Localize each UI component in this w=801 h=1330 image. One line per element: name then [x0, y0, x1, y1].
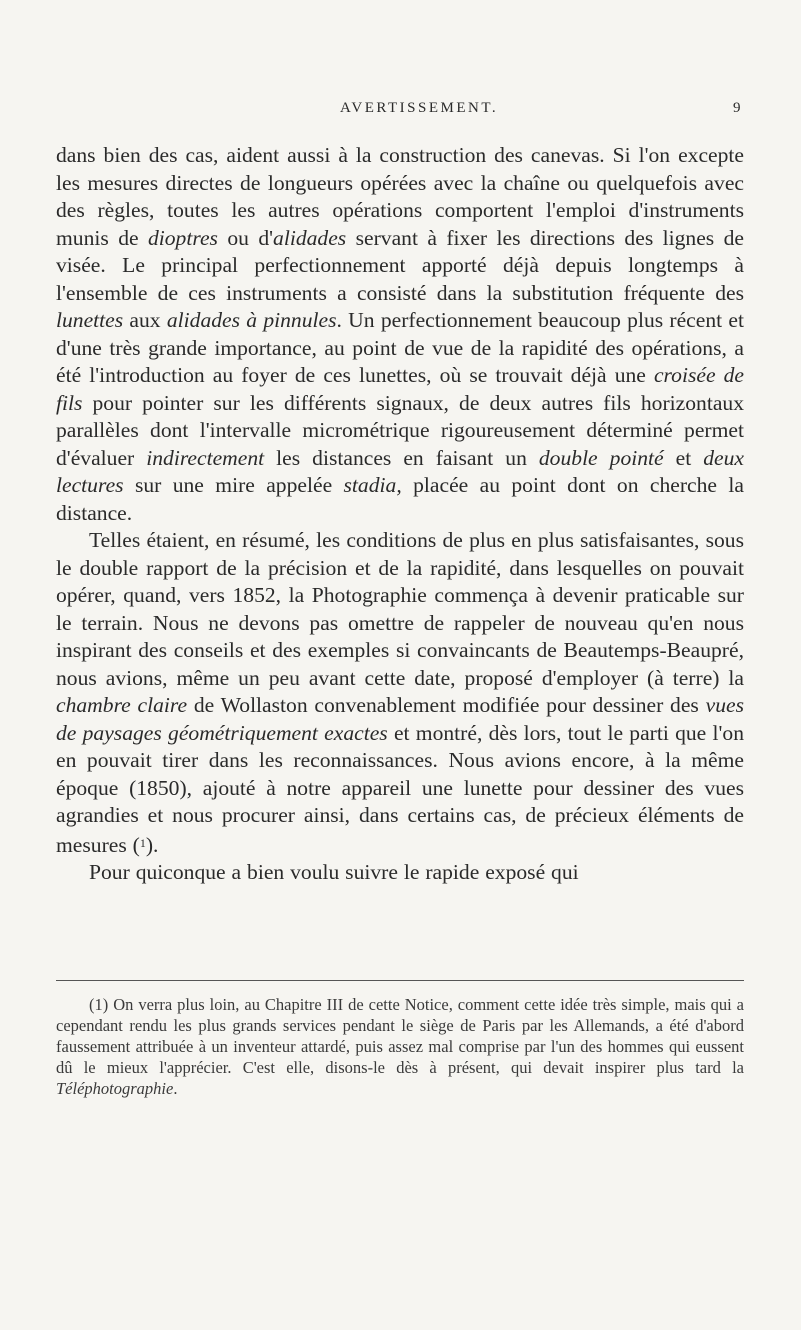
running-head [0, 100, 801, 124]
term-double-pointe: double pointé [538, 445, 664, 470]
footnote-divider [56, 980, 744, 981]
footnote: (1) On verra plus loin, au Chapitre III de cette Notice, comment cette idée très simple, mais qui a cependant rendu les plus grands services pendant le siège de Paris par les Allemands, a été d'abord faussement attribuée à un inventeur attardé, puis assez mal comprise par l'un des hommes qui eussent dû le mieux l'apprécier. C'est elle, disons-le dès à présent, qui devait inspirer plus tard la Téléphotographie. [56, 995, 744, 1098]
term-alidades: alidades [273, 225, 347, 250]
paragraph-2: Telles étaient, en résumé, les conditions de plus en plus satisfaisantes, sous le double rapport de la précision et de la rapidité, dans lesquelles on pouvait opérer, quand, vers 1852, la Photographie commença à devenir praticable sur le terrain. Nous ne devons pas omettre de rappeler de nouveau qu'en nous inspirant des conseils et des exemples si convaincants de Beautemps-Beaupré, nous avions, même un peu avant cette date, proposé d'employer (à terre) la chambre claire de Wollaston convenablement modifiée pour dessiner des vues de paysages géométriquement exactes et montré, dès lors, tout le parti que l'on en pouvait tirer dans les reconnaissances. Nous avions encore, à la même époque (1850), ajouté à notre appareil une lunette pour dessiner des vues agrandies et nous procurer ainsi, dans certains cas, de précieux éléments de mesures ($^1$). [56, 528, 744, 857]
running-title: AVERTISSEMENT. [340, 100, 499, 116]
footnote-reference[interactable]: 1 [139, 835, 146, 850]
term-vues-de-paysages: vues de paysages géométriquement exactes [56, 693, 744, 745]
page-number: 9 [733, 100, 741, 116]
term-telephotographie: Téléphotographie [56, 1079, 174, 1098]
term-lunettes: lunettes [56, 308, 124, 332]
term-alidades-pinnules: alidades à pinnules [166, 308, 337, 332]
term-indirectement: indirectement [146, 445, 265, 470]
term-stadia: stadia, [343, 473, 402, 497]
body-text [56, 142, 744, 887]
term-deux-lectures: deux lectures [56, 445, 744, 497]
term-dioptres: dioptres [147, 225, 218, 250]
term-croisee-de-fils: croisée de fils [56, 363, 744, 415]
paragraph-1: dans bien des cas, aident aussi à la construction des canevas. Si l'on excepte les mesures directes de longueurs opérées avec la chaîne ou quelquefois avec des règles, toutes les autres opérations comportent l'emploi d'instruments munis de dioptres ou d'alidades servant à fixer les directions des lignes de visée. Le principal perfectionnement apporté déjà depuis longtemps à l'ensemble de ces instruments a consisté dans la substitution fréquente des lunettes aux alidades à pinnules. Un perfectionnement beaucoup plus récent et d'une très grande importance, au point de vue de la rapidité des opérations, a été l'introduction au foyer de ces lunettes, où se trouvait déjà une croisée de fils pour pointer sur les différents signaux, de deux autres fils horizontaux parallèles dont l'intervalle micrométrique rigoureusement déterminé permet d'évaluer indirectement les distances en faisant un double pointé et deux lectures sur une mire appelée stadia, placée au point dont on cherche la distance. [56, 143, 744, 525]
term-chambre-claire: chambre claire [56, 693, 188, 717]
footnote-marker: (1) [89, 995, 109, 1014]
paragraph-3: Pour quiconque a bien voulu suivre le rapide exposé qui [89, 860, 579, 884]
